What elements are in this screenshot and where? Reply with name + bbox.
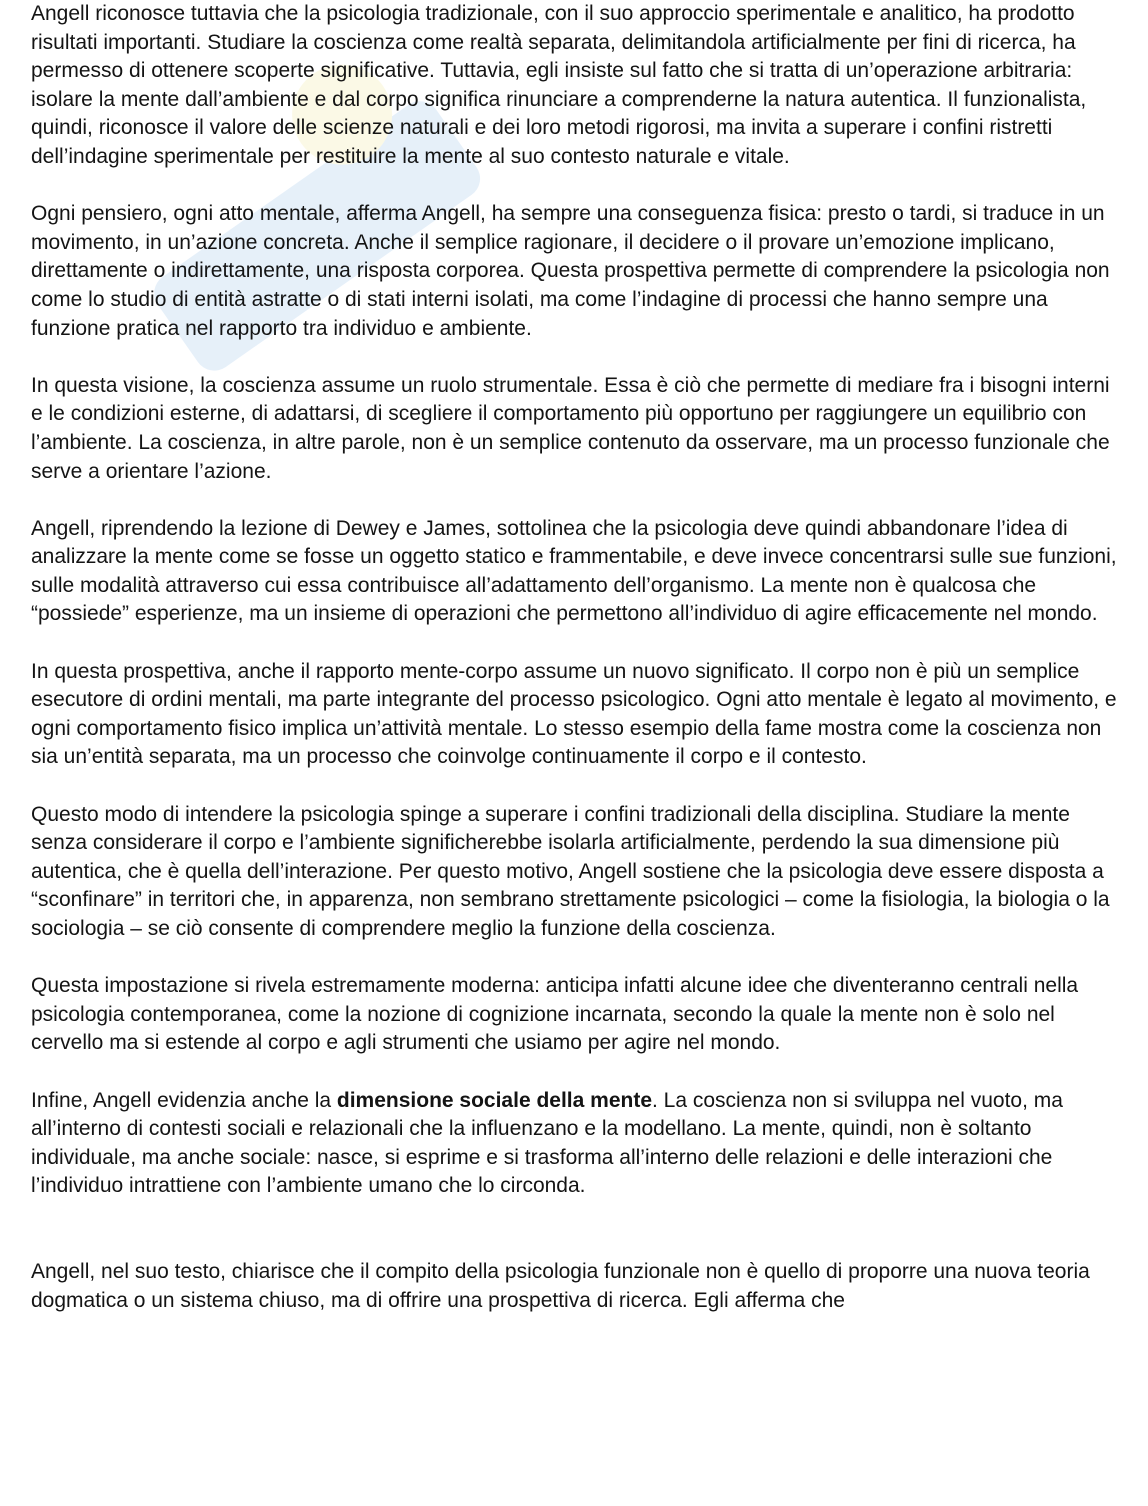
document-page xyxy=(31,0,1121,1506)
paragraph-7: Questa impostazione si rivela estremamente moderna: anticipa infatti alcune idee che diventeranno centrali nella psicologia contemporanea, come la nozione di cognizione incarnata, secondo la quale la mente non è solo nel cervello ma si estende al corpo e agli strumenti che usiamo per agire nel mondo. xyxy=(31,974,1079,1055)
social-text-bold: dimensione sociale della mente xyxy=(336,1088,653,1112)
paragraph-5: In questa prospettiva, anche il rapporto mente-corpo assume un nuovo significato. Il corpo non è più un semplice esecutore di ordini mentali, ma parte integrante del processo psicologico. Ogni atto mentale è legato al movimento, e ogni comportamento fisico implica un’attività mentale. Lo stesso esempio della fame mostra come la coscienza non sia un’entità separata, ma un processo che coinvolge continuamente il corpo e il contesto. xyxy=(31,659,1117,769)
paragraph-2: Ogni pensiero, ogni atto mentale, afferma Angell, ha sempre una conseguenza fisica: presto o tardi, si traduce in un movimento, in un’azione concreta. Anche il semplice ragionare, il decidere o il provare un’emozione implicano, direttamente o indirettamente, una risposta corporea. Questa prospettiva permette di comprendere la psicologia non come lo studio di entità astratte o di stati interni isolati, ma come l’indagine di processi che hanno sempre una funzione pratica nel rapporto tra individuo e ambiente. xyxy=(31,202,1110,340)
paragraph-3: In questa visione, la coscienza assume un ruolo strumentale. Essa è ciò che permette di mediare fra i bisogni interni e le condizioni esterne, di adattarsi, di scegliere il comportamento più opportuno per raggiungere un equilibrio con l’ambiente. La coscienza, in altre parole, non è un semplice contenuto da osservare, ma un processo funzionale che serve a orientare l’azione. xyxy=(31,373,1110,483)
paragraph-1: Angell riconosce tuttavia che la psicologia tradizionale, con il suo approccio sperimentale e analitico, ha prodotto risultati importanti. Studiare la coscienza come realtà separata, delimitandola artificialmente per fini di ricerca, ha permesso di ottenere scoperte significative. Tuttavia, egli insiste sul fatto che si tratta di un’operazione arbitraria: isolare la mente dall’ambiente e dal corpo significa rinunciare a comprenderne la natura autentica. Il funzionalista, quindi, riconosce il valore delle scienze naturali e dei loro metodi rigorosi, ma invita a superare i confini ristretti dell’indagine sperimentale per restituire la mente al suo contesto naturale e vitale. xyxy=(31,2,1087,168)
social-text-after: . La coscienza non si sviluppa nel vuoto, ma all’interno di contesti sociali e relazionali che la influenzano e la modellano. La mente, quindi, non è soltanto individuale, ma anche sociale: nasce, si esprime e si trasforma all’interno delle relazioni e delle interazioni che l’individuo intrattiene con l’ambiente umano che lo circonda. xyxy=(31,1088,1063,1198)
paragraph-6: Questo modo di intendere la psicologia spinge a superare i confini tradizionali della disciplina. Studiare la mente senza considerare il corpo e l’ambiente significherebbe isolarla artificialmente, perdendo la sua dimensione più autentica, che è quella dell’interazione. Per questo motivo, Angell sostiene che la psicologia deve essere disposta a “sconfinare” in territori che, in apparenza, non sembrano strettamente psicologici – come la fisiologia, la biologia o la sociologia – se ciò consente di comprendere meglio la funzione della coscienza. xyxy=(31,802,1110,940)
paragraph-final: Angell, nel suo testo, chiarisce che il compito della psicologia funzionale non è quello di proporre una nuova teoria dogmatica o un sistema chiuso, ma di offrire una prospettiva di ricerca. Egli afferma che xyxy=(31,1260,1090,1312)
paragraph-spacer xyxy=(31,1230,1121,1259)
paragraph-4: Angell, riprendendo la lezione di Dewey e James, sottolinea che la psicologia deve quindi abbandonare l’idea di analizzare la mente come se fosse un oggetto statico e frammentabile, e deve invece concentrarsi sulle sue funzioni, sulle modalità attraverso cui essa contribuisce all’adattamento dell’organismo. La mente non è qualcosa che “possiede” esperienze, ma un insieme di operazioni che permettono all’individuo di agire efficacemente nel mondo. xyxy=(31,516,1117,626)
social-text-before: Infine, Angell evidenzia anche la xyxy=(31,1088,337,1112)
paragraph-social xyxy=(31,1087,1121,1201)
